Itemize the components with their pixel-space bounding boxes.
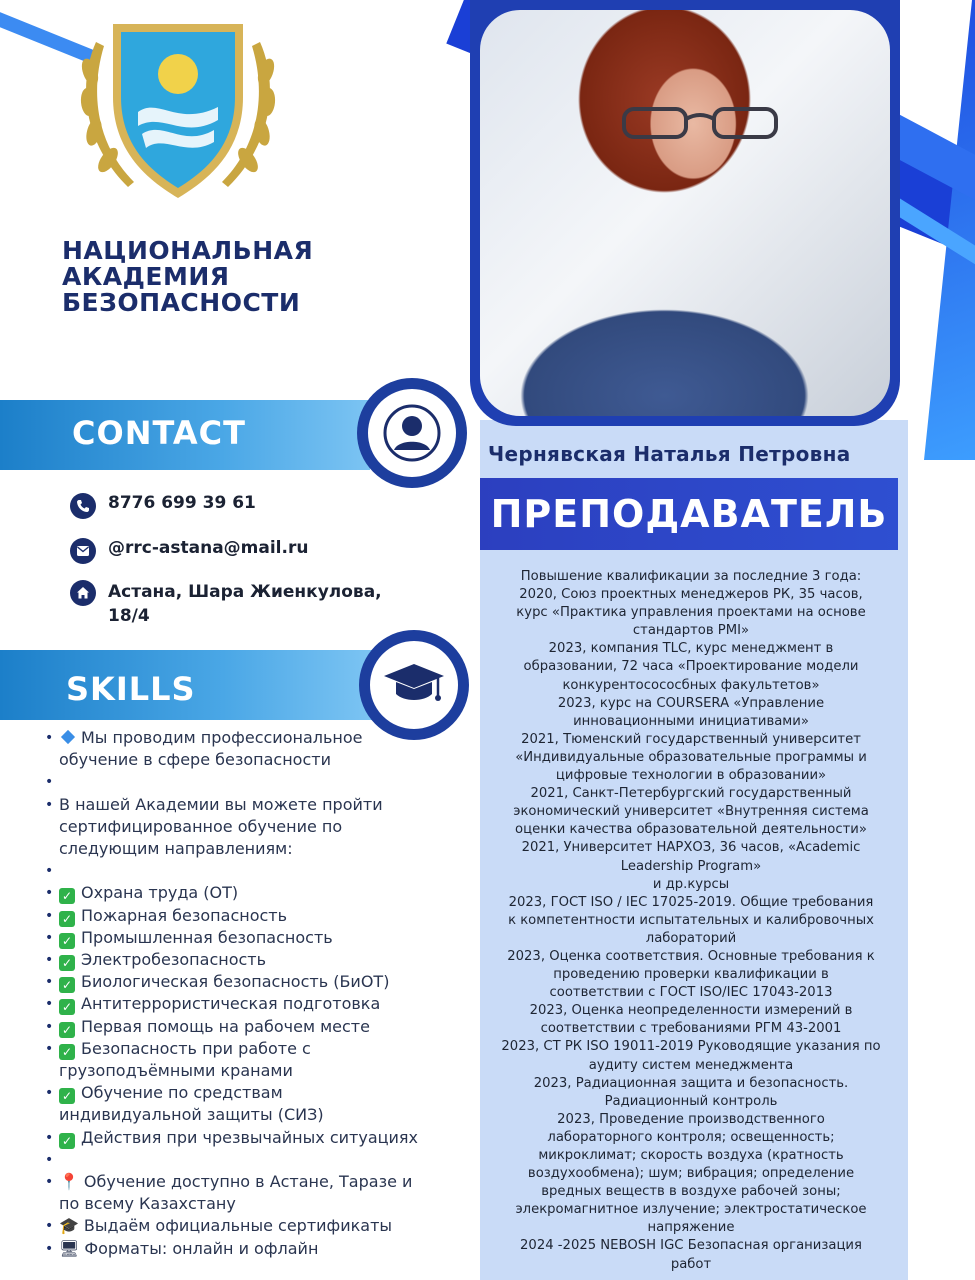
portrait-frame <box>470 0 900 426</box>
mail-icon <box>70 538 96 564</box>
skills-item-text: Действия при чрезвычайных ситуациях <box>81 1127 418 1147</box>
skills-list-item <box>45 727 420 771</box>
skills-item-text: Промышленная безопасность <box>81 927 333 947</box>
skills-item-text: Биологическая безопасность (БиОТ) <box>81 972 390 992</box>
teacher-name: Чернявская Наталья Петровна <box>488 442 851 466</box>
user-icon-badge <box>357 378 467 488</box>
skills-item-text: Пожарная безопасность <box>81 905 288 925</box>
contact-phone <box>70 493 256 519</box>
shield-emblem-icon <box>68 2 288 206</box>
skills-list-item <box>45 794 420 861</box>
skills-item-text: Выдаём официальные сертификаты <box>83 1216 393 1236</box>
monitor-icon: 🖥 <box>59 1238 80 1258</box>
role-banner <box>480 478 898 550</box>
checkmark-icon: ✓ <box>59 911 75 927</box>
checkmark-icon: ✓ <box>59 1022 75 1038</box>
skills-list-item <box>45 927 420 949</box>
skills-item-text: Мы проводим профессиональное обучение в сфере безопасности <box>59 728 363 770</box>
skills-item-text <box>59 772 64 791</box>
contact-address <box>70 580 390 628</box>
checkmark-icon: ✓ <box>59 888 75 904</box>
email-text[interactable]: @rrc-astana@mail.ru <box>108 538 309 558</box>
pin-icon: 📍 <box>59 1172 79 1192</box>
qualifications-text: Повышение квалификации за последние 3 года: 2020, Союз проектных менеджеров РК, 35 часов, курс «Практика управления проектами на основе стандартов PMI» 2023, компания TLC, курс менеджмент в образовании, 72 часа «Проектирование модели конкурентосососбных факультетов» 2023, курс на COURSERA «Управление инновационными инициативами» 2021, Тюменский государственный университет «Индивидуальные образовательные программы и цифровые технологии в образовании» 2021, Санкт-Петербургский государственный экономический университет «Внутренняя система оценки качества образовательной деятельности» 2021, Университет НАРХОЗ, 36 часов, «Academic Leadership Program» и др.курсы 2023, ГОСТ ISO / IEC 17025-2019. Общие требования к компетентности испытательных и калибровочных лабораторий 2023, Оценка соответствия. Основные требования к проведению проверки квалификации в соответствии с ГОСТ ISO/IEC 17043-2013 2023, Оценка неопределенности измерений в соответствии с требованиями РГМ 43-2001 2023, СТ РК ISO 19011-2019 Руководящие указания по аудиту систем менеджмента 2023, Радиационная защита и безопасность. Радиационный контроль 2023, Проведение производственного лабораторного контроля; освещенность; микроклимат; скорость воздуха (кратность воздухообмена); шум; вибрация; определение вредных веществ в воздухе рабочей зоны; элекромагнитное излучение; электростатическое напряжение 2024 -2025 NEBOSH IGC Безопасная организация работ <box>501 569 881 1272</box>
skills-list-item <box>45 1127 420 1149</box>
checkmark-icon: ✓ <box>59 1133 75 1149</box>
skills-list-item <box>45 905 420 927</box>
glasses-icon <box>620 105 780 141</box>
skills-item-text: Охрана труда (ОТ) <box>81 883 239 903</box>
graduation-cap-icon <box>382 660 446 710</box>
skills-item-text: Форматы: онлайн и офлайн <box>84 1238 319 1258</box>
phone-icon <box>70 493 96 519</box>
diamond-icon <box>61 730 75 744</box>
skills-item-text <box>59 861 64 880</box>
contact-email <box>70 538 308 564</box>
graduation-cap-badge <box>359 630 469 740</box>
address-text: Астана, Шара Жиенкулова, 18/4 <box>108 582 382 626</box>
home-icon <box>70 580 96 606</box>
skills-item-text: Электробезопасность <box>81 950 267 970</box>
skills-list-item <box>45 993 420 1015</box>
checkmark-icon: ✓ <box>59 977 75 993</box>
skills-list-item <box>45 949 420 971</box>
skills-list-item <box>45 771 420 793</box>
checkmark-icon: ✓ <box>59 999 75 1015</box>
cap-icon: 🎓 <box>59 1216 79 1236</box>
checkmark-icon: ✓ <box>59 933 75 949</box>
skills-item-text <box>59 1150 64 1169</box>
checkmark-icon: ✓ <box>59 1088 75 1104</box>
skills-list-item <box>45 1038 420 1082</box>
skills-list <box>45 727 420 1260</box>
phone-text[interactable]: 8776 699 39 61 <box>108 493 256 513</box>
skills-list-item <box>45 1016 420 1038</box>
role-title: ПРЕПОДАВАТЕЛЬ <box>490 492 888 536</box>
skills-item-text: Первая помощь на рабочем месте <box>81 1016 370 1036</box>
skills-list-item <box>45 860 420 882</box>
skills-list-item <box>45 1082 420 1126</box>
skills-list-item <box>45 1238 420 1260</box>
academy-name: НАЦИОНАЛЬНАЯ АКАДЕМИЯ БЕЗОПАСНОСТИ <box>62 236 314 317</box>
skills-list-item <box>45 1215 420 1237</box>
contact-header <box>0 400 370 470</box>
skills-list-item <box>45 1149 420 1171</box>
skills-heading: SKILLS <box>66 670 196 708</box>
portrait-photo <box>480 10 890 416</box>
skills-header <box>0 650 372 720</box>
skills-item-text: В нашей Академии вы можете пройти сертифицированное обучение по следующим направлениям: <box>59 794 383 859</box>
checkmark-icon: ✓ <box>59 1044 75 1060</box>
user-icon <box>382 403 442 463</box>
checkmark-icon: ✓ <box>59 955 75 971</box>
skills-item-text: Обучение по средствам индивидуальной защиты (СИЗ) <box>59 1083 324 1125</box>
skills-item-text: Обучение доступно в Астане, Таразе и по всему Казахстану <box>59 1172 413 1214</box>
skills-item-text: Безопасность при работе с грузоподъёмными кранами <box>59 1038 311 1081</box>
skills-list-item <box>45 882 420 904</box>
skills-list-item <box>45 1171 420 1215</box>
skills-list-item <box>45 971 420 993</box>
decor-stripe <box>900 0 975 460</box>
skills-item-text: Антитеррористическая подготовка <box>81 994 381 1014</box>
contact-heading: CONTACT <box>72 414 246 452</box>
